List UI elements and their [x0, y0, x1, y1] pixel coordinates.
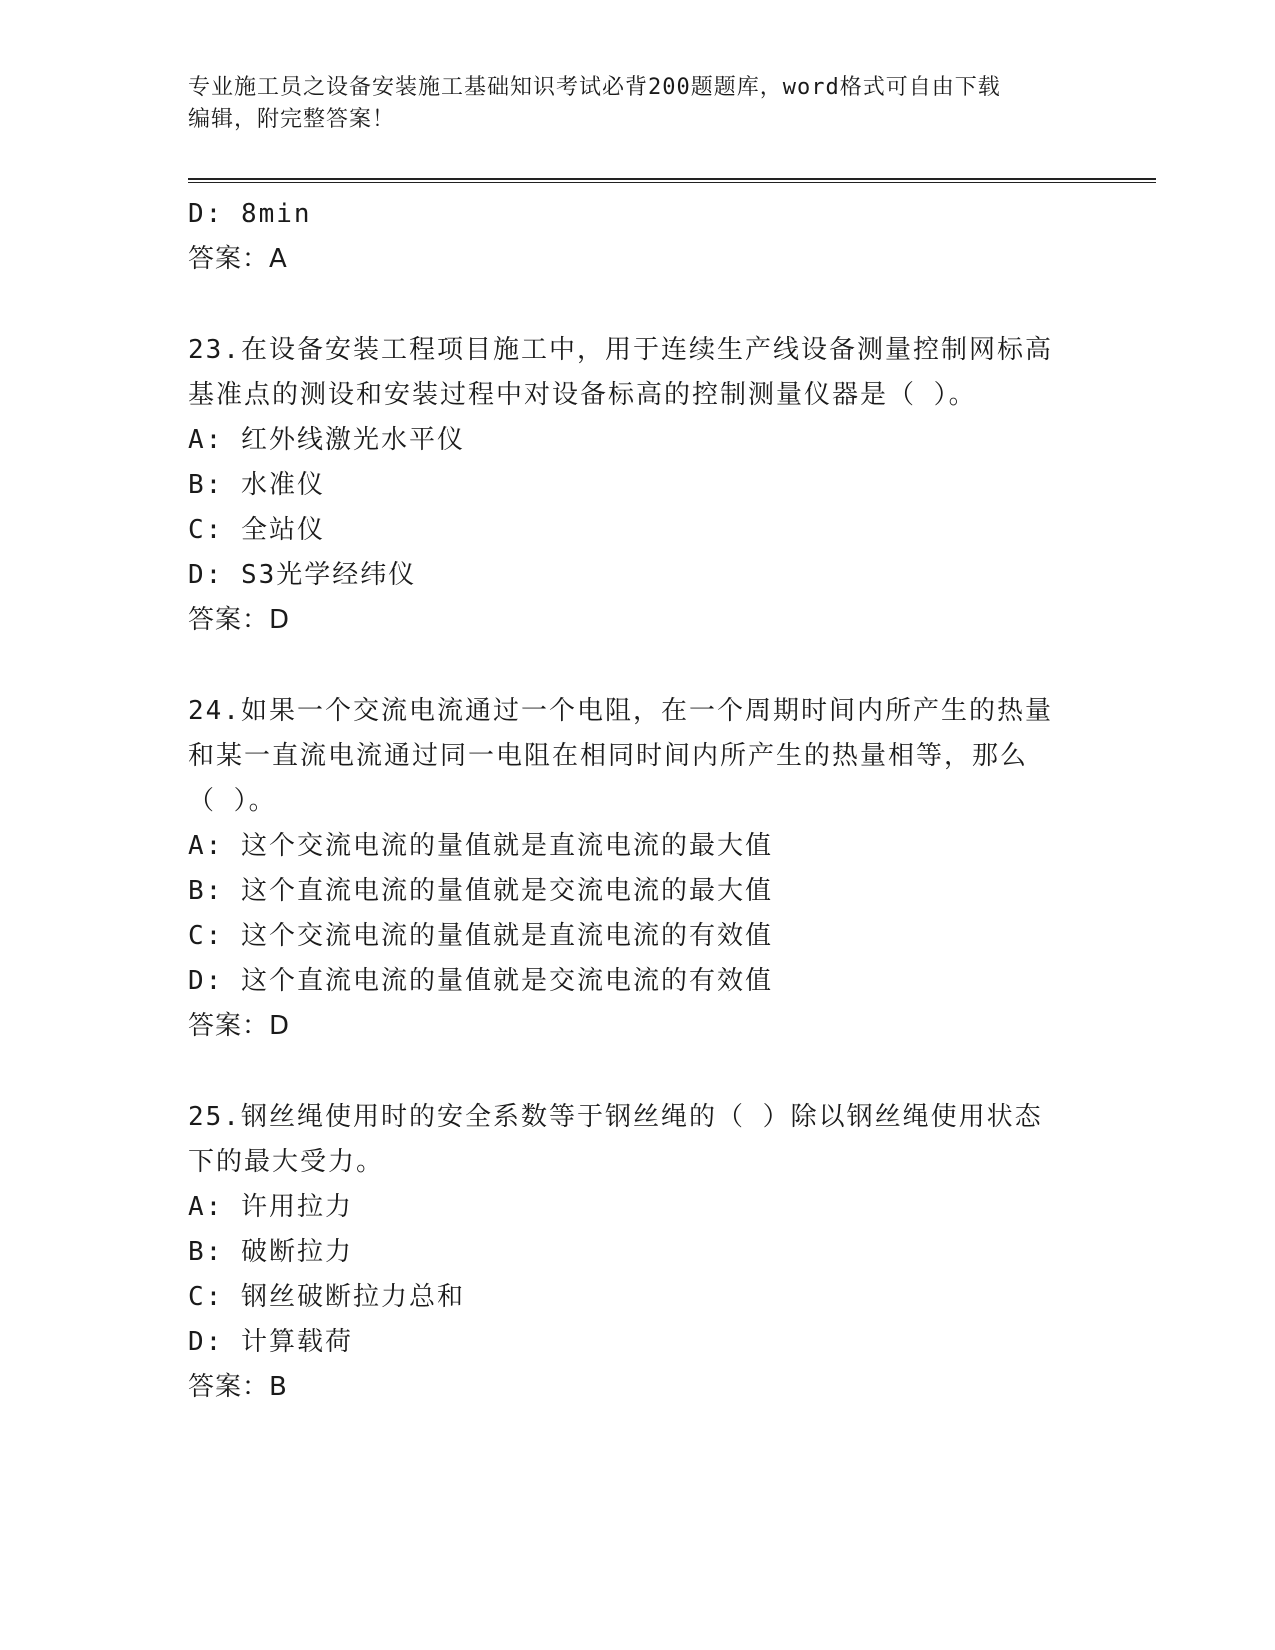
- option-c: C: 钢丝破断拉力总和: [188, 1282, 465, 1312]
- option-a: A: 红外线激光水平仪: [188, 425, 465, 455]
- answer-line: 答案：B: [188, 1372, 288, 1402]
- question-block-25: [188, 1095, 1088, 1410]
- header-divider-thin: [188, 182, 1156, 183]
- question-stem-line: 24.如果一个交流电流通过一个电阻，在一个周期时间内所产生的热量: [188, 696, 1053, 726]
- option-d: D: S3光学经纬仪: [188, 560, 417, 590]
- question-stem-line: 基准点的测设和安装过程中对设备标高的控制测量仪器是（ ）。: [188, 380, 977, 410]
- option-a: A: 许用拉力: [188, 1192, 353, 1222]
- question-stem-line: 和某一直流电流通过同一电阻在相同时间内所产生的热量相等，那么: [188, 741, 1029, 771]
- spacer: [188, 282, 1088, 328]
- question-stem-line: 23.在设备安装工程项目施工中，用于连续生产线设备测量控制网标高: [188, 335, 1053, 365]
- answer-line: 答案：D: [188, 1011, 291, 1041]
- question-block-24: [188, 689, 1088, 1049]
- option-d: D: 计算载荷: [188, 1327, 353, 1357]
- question-content: [188, 192, 1088, 1410]
- option-a: A: 这个交流电流的量值就是直流电流的最大值: [188, 831, 773, 861]
- question-stem-line: （ ）。: [188, 786, 277, 816]
- prev-answer: 答案：A: [188, 244, 288, 274]
- option-d: D: 这个直流电流的量值就是交流电流的有效值: [188, 966, 773, 996]
- document-header: [188, 72, 1068, 136]
- spacer: [188, 1049, 1088, 1095]
- option-b: B: 这个直流电流的量值就是交流电流的最大值: [188, 876, 773, 906]
- prev-option-d: D: 8min: [188, 199, 312, 229]
- option-b: B: 水准仪: [188, 470, 325, 500]
- question-stem-line: 下的最大受力。: [188, 1147, 385, 1177]
- header-title-line-2: 编辑，附完整答案！: [188, 107, 396, 132]
- question-block-23: [188, 328, 1088, 643]
- option-c: C: 这个交流电流的量值就是直流电流的有效值: [188, 921, 773, 951]
- option-c: C: 全站仪: [188, 515, 325, 545]
- answer-line: 答案：D: [188, 605, 291, 635]
- header-title-line-1: 专业施工员之设备安装施工基础知识考试必背200题题库，word格式可自由下载: [188, 75, 1001, 100]
- header-divider-thick: [188, 178, 1156, 180]
- option-b: B: 破断拉力: [188, 1237, 353, 1267]
- question-stem-line: 25.钢丝绳使用时的安全系数等于钢丝绳的（ ）除以钢丝绳使用状态: [188, 1102, 1043, 1132]
- spacer: [188, 643, 1088, 689]
